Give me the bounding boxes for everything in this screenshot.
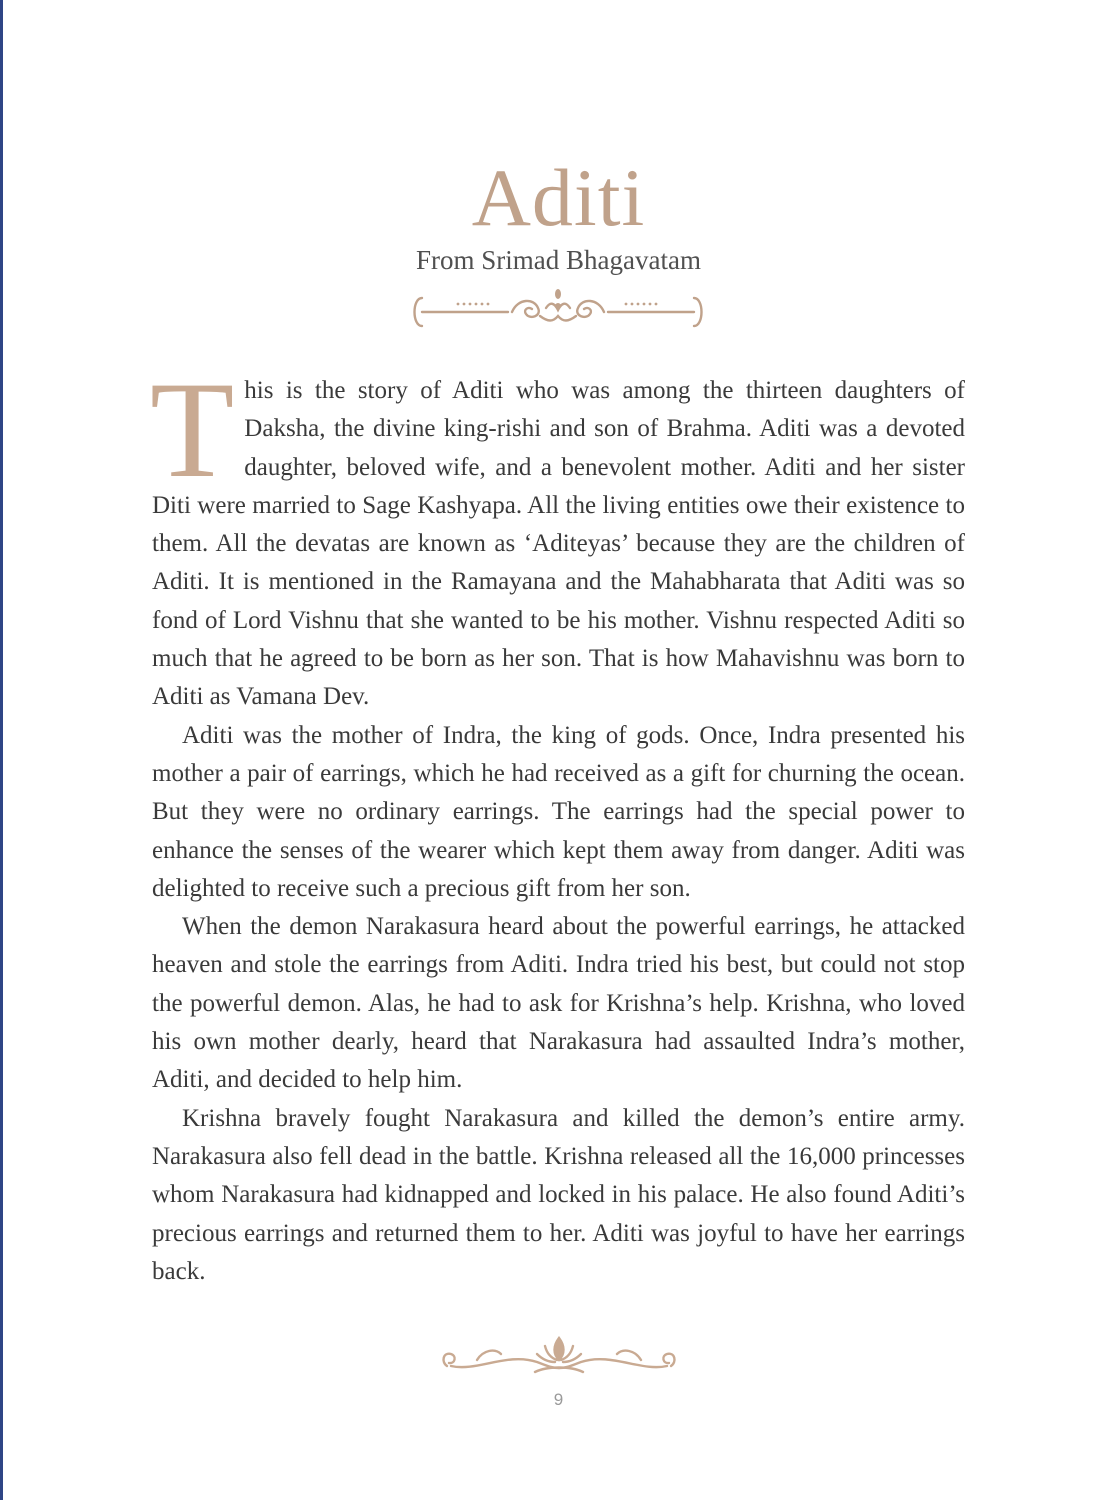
paragraph: Krishna bravely fought Narakasura and killed the demon’s entire army. Narakasura also fell dead in the battle. Krishna released all the 16,000 princesses whom Narakasura had kidnapped and locked in his palace. He also found Aditi’s precious earrings and returned them to her. Aditi was joyful to have her earrings back. <box>152 1104 965 1285</box>
page-title: Aditi <box>471 152 646 243</box>
page-number: 9 <box>553 1390 564 1409</box>
paragraph: Aditi was the mother of Indra, the king of gods. Once, Indra presented his mother a pair of earrings, which he had received as a gift for churning the ocean. But they were no ordinary earrings. The earrings had the special power to enhance the senses of the wearer which kept them away from danger. Aditi was delighted to receive such a precious gift from her son. <box>152 721 965 902</box>
paragraph <box>150 353 965 717</box>
paragraph-text: his is the story of Aditi who was among the thirteen daughters of Daksha, the divine king-rishi and son of Brahma. Aditi was a devoted daughter, beloved wife, and a benevolent mother. Aditi and her sister Diti were married to Sage Kashyapa. All the living entities owe their existence to them. All the devatas are known as ‘Aditeyas’ because they are the children of Aditi. It is mentioned in the Ramayana and the Mahabharata that Aditi was so fond of Lord Vishnu that she wanted to be his mother. Vishnu respected Aditi so much that he agreed to be born as her son. That is how Mahavishnu was born to Aditi as Vamana Dev. <box>152 377 965 711</box>
lotus-flourish-icon <box>437 1332 681 1386</box>
story-text <box>150 353 965 1291</box>
page-subtitle: From Srimad Bhagavatam <box>416 245 701 275</box>
paragraph: When the demon Narakasura heard about the powerful earrings, he attacked heaven and stole the earrings from Aditi. Indra tried his best, but could not stop the powerful demon. Alas, he had to ask for Krishna’s help. Krishna, who loved his own mother dearly, heard that Narakasura had assaulted Indra’s mother, Aditi, and decided to help him. <box>152 913 965 1094</box>
drop-cap: T <box>150 353 235 506</box>
ornamental-divider-icon <box>408 286 708 338</box>
